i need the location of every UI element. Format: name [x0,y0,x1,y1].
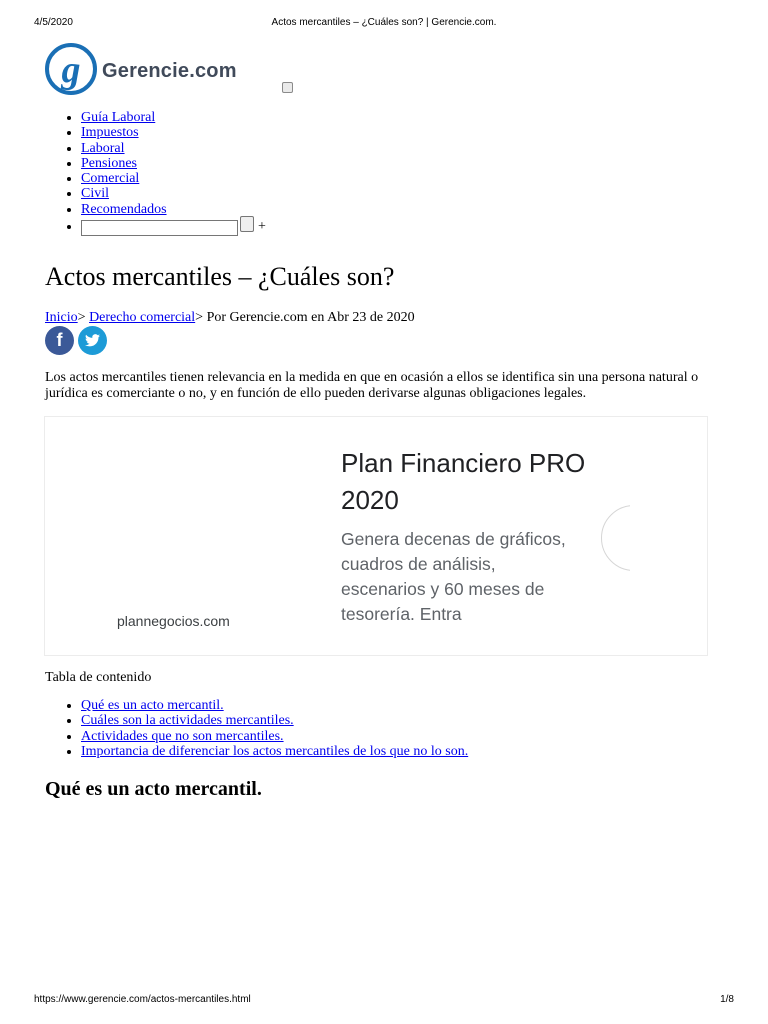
page-title: Actos mercantiles – ¿Cuáles son? [45,262,395,291]
toc-link-que-es[interactable]: Qué es un acto mercantil. [81,698,224,713]
nav-item-comercial [81,171,266,186]
nav-link-recomendados[interactable]: Recomendados [81,201,167,217]
gerencie-logo-icon [44,42,102,96]
nav-item-search [81,217,266,239]
toc-item [81,729,468,744]
facebook-share-button[interactable] [45,326,74,355]
nav-item-recomendados [81,202,266,217]
search-submit-button[interactable] [240,216,254,232]
facebook-icon: f [56,330,63,350]
section-heading: Qué es un acto mercantil. [45,778,262,800]
breadcrumb-separator: > [77,310,86,325]
table-of-contents [62,698,468,759]
twitter-share-button[interactable] [78,326,107,355]
nav-link-impuestos[interactable]: Impuestos [81,125,139,141]
nav-link-guia-laboral[interactable]: Guía Laboral [81,110,156,125]
toc-item [81,744,468,759]
nav-link-laboral[interactable]: Laboral [81,140,125,156]
nav-item-laboral [81,141,266,156]
print-date: 4/5/2020 [34,17,73,28]
search-input[interactable] [81,220,238,236]
svg-text:g: g [61,49,81,91]
twitter-bird-icon [78,326,107,355]
nav-item-impuestos [81,125,266,140]
main-nav [62,110,266,239]
breadcrumb-home-link[interactable]: Inicio [45,310,78,325]
print-url: https://www.gerencie.com/actos-mercantiles.html [34,994,251,1005]
ad-domain[interactable]: plannegocios.com [117,613,230,629]
toc-link-importancia[interactable]: Importancia de diferenciar los actos mercantiles de los que no lo son. [81,743,469,759]
ad-clip-mask [630,417,708,656]
article-meta: Por Gerencie.com en Abr 23 de 2020 [203,310,415,325]
menu-toggle-checkbox[interactable] [282,82,293,93]
print-title: Actos mercantiles – ¿Cuáles son? | Gerencie.com. [271,17,497,28]
print-header [34,17,734,31]
nav-item-pensiones [81,156,266,171]
print-page-number: 1/8 [720,994,734,1005]
toc-item [81,713,468,728]
intro-paragraph: Los actos mercantiles tienen relevancia en la medida en que en ocasión a ellos se identifica sin una persona natural o jurídica es comerciante o no, y en función de ello pueden derivarse algunas obligaciones legales. [45,370,699,401]
nav-item-guia-laboral [81,110,266,125]
nav-link-civil[interactable]: Civil [81,186,110,202]
toc-title: Tabla de contenido [45,670,152,685]
breadcrumb-category-link[interactable]: Derecho comercial [89,310,196,325]
nav-link-pensiones[interactable]: Pensiones [81,155,137,171]
breadcrumb [45,310,415,326]
ad-body-text: Genera decenas de gráficos, cuadros de análisis, escenarios y 60 meses de tesorería. Entra [341,529,566,624]
ad-headline[interactable]: Plan Financiero PRO 2020 [341,448,586,515]
search-plus-icon[interactable]: + [258,218,266,234]
nav-link-comercial[interactable]: Comercial [81,171,140,187]
site-logo[interactable] [44,42,254,96]
toc-link-no-mercantiles[interactable]: Actividades que no son mercantiles. [81,728,284,744]
breadcrumb-separator: > [195,310,204,325]
print-footer [34,994,734,1008]
ad-banner[interactable] [44,416,708,656]
toc-item [81,698,468,713]
toc-link-actividades-mercantiles[interactable]: Cuáles son la actividades mercantiles. [81,713,294,729]
logo-wordmark: Gerencie.com [102,60,237,82]
nav-item-civil [81,186,266,201]
